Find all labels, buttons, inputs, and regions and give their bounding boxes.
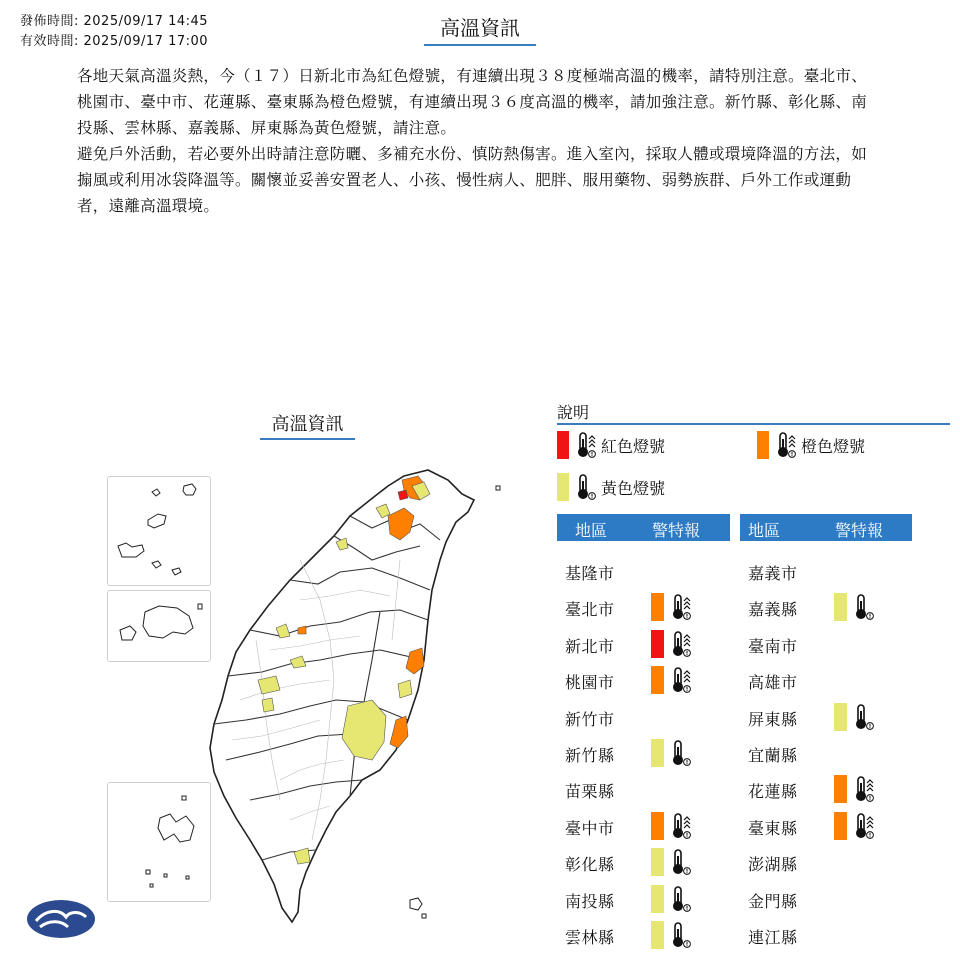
warning-level-orange [651, 812, 664, 840]
region-name: 南投縣 [565, 891, 615, 911]
kinmen-islands [120, 604, 202, 640]
area-yellow-chiayi [262, 698, 274, 712]
region-row [557, 920, 727, 950]
header-warning-right: 警特報 [835, 521, 884, 540]
region-name: 苗栗縣 [565, 782, 615, 802]
region-row [557, 738, 727, 768]
issue-time: 發佈時間: 2025/09/17 14:45 [20, 14, 209, 29]
warning-level-yellow [651, 739, 664, 767]
region-row [740, 665, 910, 695]
thermometer-high-icon [670, 592, 692, 622]
thermometer-high-icon [670, 811, 692, 841]
region-name: 澎湖縣 [748, 855, 798, 875]
warning-level-orange [834, 775, 847, 803]
region-name: 彰化縣 [565, 855, 615, 875]
thermometer-high-icon [670, 665, 692, 695]
legend-swatch-red [557, 431, 569, 459]
region-name: 連江縣 [748, 928, 798, 947]
region-name: 桃園市 [565, 673, 615, 693]
warning-level-yellow [834, 593, 847, 621]
thermometer-icon [575, 472, 597, 502]
warning-cell [834, 774, 875, 804]
warning-level-orange [651, 593, 664, 621]
thermometer-high-icon [853, 811, 875, 841]
legend-label-red: 紅色燈號 [601, 436, 666, 456]
region-name: 嘉義縣 [748, 600, 798, 620]
warning-cell [651, 884, 692, 914]
page-title: 高溫資訊 [424, 14, 536, 46]
thermometer-icon [670, 920, 692, 950]
region-name: 高雄市 [748, 673, 798, 693]
region-row [557, 592, 727, 622]
warning-cell [651, 847, 692, 877]
region-name: 屏東縣 [748, 709, 798, 729]
region-row [740, 884, 910, 914]
legend-label-orange: 橙色燈號 [801, 436, 866, 456]
legend-item-red [557, 430, 665, 460]
region-row [557, 884, 727, 914]
warning-cell [651, 592, 692, 622]
thermometer-high-icon [775, 430, 797, 460]
region-name: 金門縣 [748, 891, 798, 911]
region-name: 臺東縣 [748, 818, 798, 838]
legend-swatch-yellow [557, 473, 569, 501]
warning-level-yellow [651, 848, 664, 876]
thermometer-high-icon [575, 430, 597, 460]
region-name: 新竹縣 [565, 746, 615, 765]
region-row [740, 920, 910, 950]
header-region-right: 地區 [748, 521, 781, 540]
header-warning-left: 警特報 [652, 521, 701, 540]
region-row [740, 738, 910, 768]
legend-item-yellow [557, 472, 665, 502]
region-row [557, 811, 727, 841]
warning-cell [834, 811, 875, 841]
region-name: 花蓮縣 [748, 782, 798, 802]
region-row [557, 702, 727, 732]
table-header-left [557, 514, 730, 541]
thermometer-icon [670, 884, 692, 914]
region-row [740, 774, 910, 804]
region-row [557, 665, 727, 695]
region-name: 新北市 [565, 636, 615, 656]
warning-cell [651, 665, 692, 695]
warning-cell [651, 629, 692, 659]
warning-level-orange [834, 812, 847, 840]
thermometer-high-icon [853, 774, 875, 804]
region-row [557, 847, 727, 877]
region-name: 臺北市 [565, 600, 615, 620]
matsu-islands [118, 484, 196, 575]
region-row [740, 629, 910, 659]
thermometer-icon [670, 738, 692, 768]
warning-level-orange [651, 666, 664, 694]
region-row [740, 592, 910, 622]
region-name: 新竹市 [565, 709, 615, 729]
warning-level-yellow [651, 921, 664, 949]
area-red-newtaipei [398, 490, 408, 500]
region-row [740, 847, 910, 877]
region-row [557, 556, 727, 586]
penghu-islands [146, 796, 194, 887]
warning-level-yellow [834, 703, 847, 731]
warning-cell [834, 592, 875, 622]
legend-title: 說明 [557, 403, 590, 422]
warning-cell [651, 920, 692, 950]
legend-label-yellow: 黃色燈號 [601, 478, 666, 498]
thermometer-icon [853, 702, 875, 732]
header-region-left: 地區 [575, 521, 608, 540]
region-name: 臺中市 [565, 818, 615, 838]
legend-item-orange [757, 430, 865, 460]
warning-cell [651, 738, 692, 768]
region-row [740, 702, 910, 732]
map-title: 高溫資訊 [260, 412, 355, 440]
region-name: 基隆市 [565, 564, 615, 583]
valid-time: 有效時間: 2025/09/17 17:00 [20, 34, 209, 49]
thermometer-high-icon [670, 629, 692, 659]
region-name: 雲林縣 [565, 928, 615, 947]
region-row [557, 629, 727, 659]
thermometer-icon [853, 592, 875, 622]
legend-swatch-orange [757, 431, 769, 459]
taiwan-main-island [210, 470, 474, 922]
thermometer-icon [670, 847, 692, 877]
region-name: 嘉義市 [748, 564, 798, 583]
region-name: 臺南市 [748, 636, 798, 656]
warning-cell [834, 702, 875, 732]
region-row [740, 811, 910, 841]
warning-level-red [651, 630, 664, 658]
advisory-paragraph-1: 各地天氣高溫炎熱，今（１７）日新北市為紅色燈號，有連續出現３８度極端高溫的機率，請特別注意。臺北市、桃園市、臺中市、花蓮縣、臺東縣為橙色燈號，有連續出現３６度高溫的機率，請加強注意。新竹縣、彰化縣、南投縣、雲林縣、嘉義縣、屏東縣為黃色燈號，請注意。 [77, 67, 868, 137]
region-row [740, 556, 910, 586]
advisory-paragraph-2: 避免戶外活動，若必要外出時請注意防曬、多補充水份、慎防熱傷害。進入室內，採取人體或環境降溫的方法，如搧風或利用冰袋降溫等。關懷並妥善安置老人、小孩、慢性病人、肥胖、服用藥物、弱勢族群、戶外工作或運動者，遠離高溫環境。 [77, 145, 868, 215]
warning-cell [651, 811, 692, 841]
agency-logo [26, 899, 96, 939]
region-name: 宜蘭縣 [748, 746, 798, 765]
warning-level-yellow [651, 885, 664, 913]
region-row [557, 774, 727, 804]
legend-divider [557, 423, 950, 425]
table-header-right [740, 514, 912, 541]
